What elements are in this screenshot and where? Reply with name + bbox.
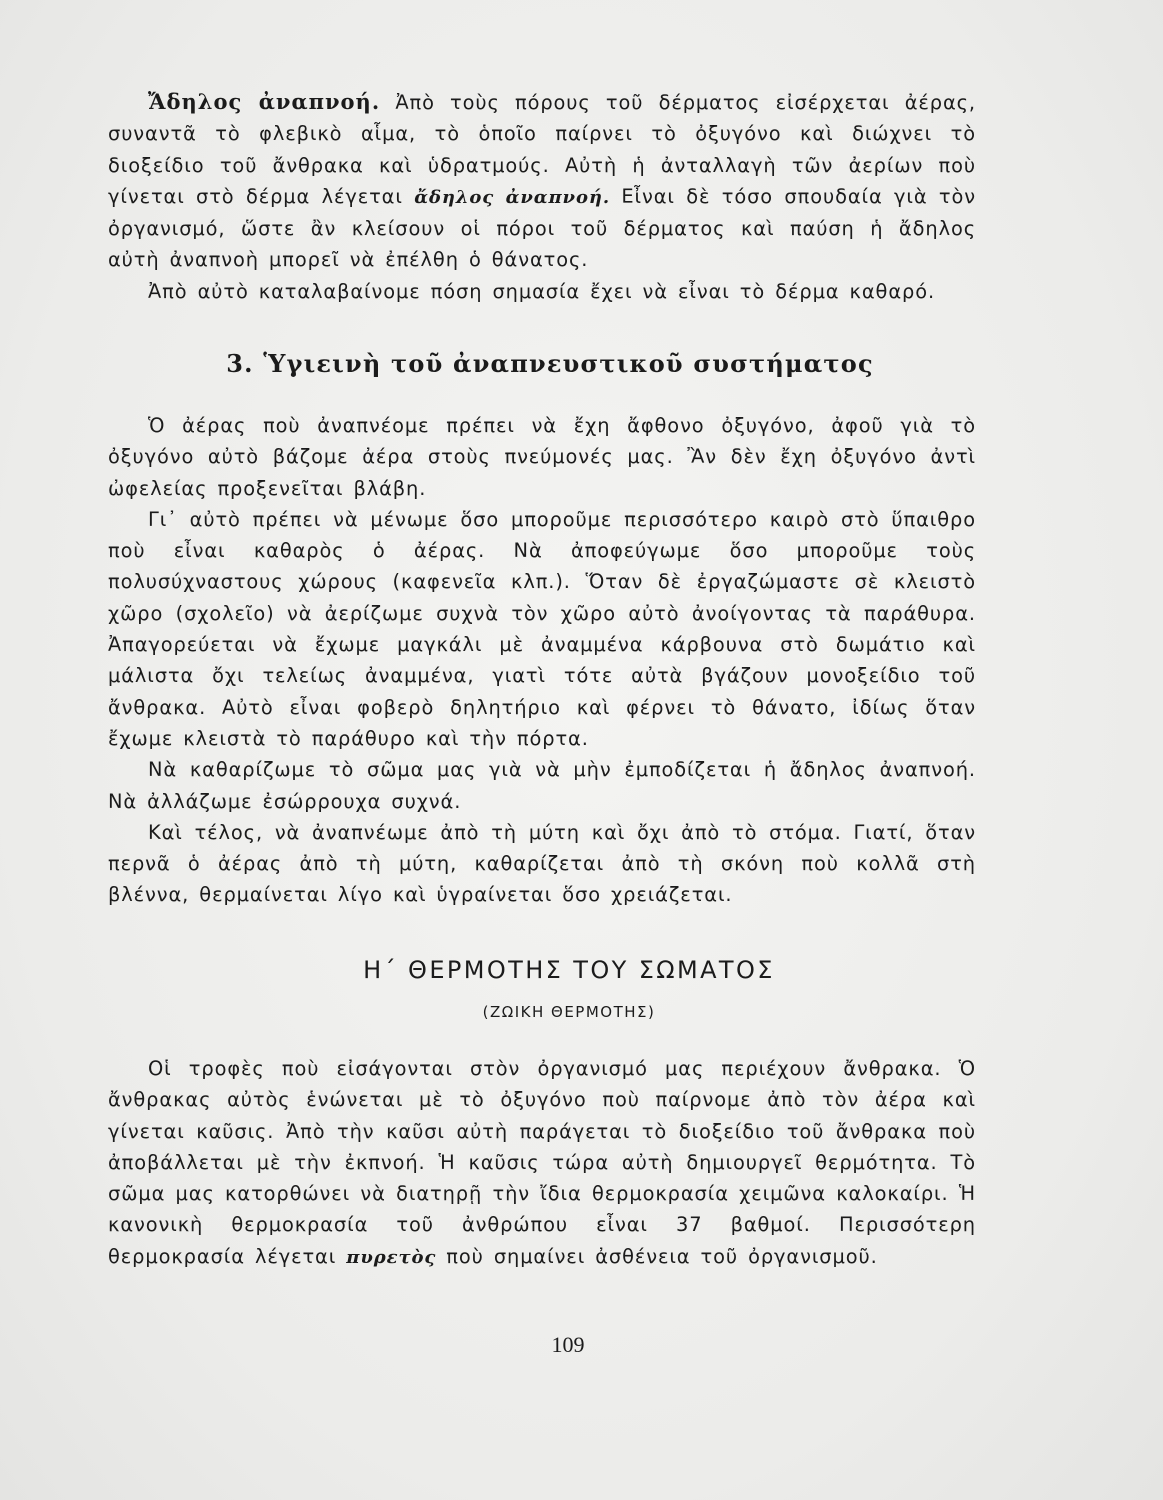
paragraph-text: Εἶναι δὲ τόσο σπουδαία γιὰ τὸν ὀργανισμό, ὥστε ἂν κλείσουν οἱ πόροι τοῦ δέρματος καὶ παύση ἡ ἄδηλος αὐτὴ ἀναπνοὴ μπορεῖ νὰ ἐπέλθη ὁ θάνατος. bbox=[108, 184, 976, 272]
section-heading: 3. Ὑγιεινὴ τοῦ ἀναπνευστικοῦ συστήματος bbox=[226, 349, 874, 378]
paragraph-clean-skin: Ἀπὸ αὐτὸ καταλαβαίνομε πόση σημασία ἔχει νὰ εἶναι τὸ δέρμα καθαρό. bbox=[148, 279, 936, 303]
section-paragraph: Καὶ τέλος, νὰ ἀναπνέωμε ἀπὸ τὴ μύτη καὶ ὄχι ἀπὸ τὸ στόμα. Γιατί, ὅταν περνᾶ ὁ ἀέρας ἀπὸ τὴ μύτη, καθαρίζεται ἀπὸ τὴ σκόνη ποὺ κολλᾶ στὴ βλέννα, θερμαίνεται λίγο καὶ ὑγραίνεται ὅσο χρειάζεται. bbox=[108, 820, 976, 907]
paragraph-text: Ἀπὸ τοὺς πόρους τοῦ δέρματος εἰσέρχεται ἀέρας, συναντᾶ τὸ φλεβικὸ αἷμα, τὸ ὁποῖο παίρνει τὸ ὀξυγόνο καὶ διώχνει τὸ διοξείδιο τοῦ ἄνθρακα καὶ ὑδρατμούς. Αὐτὴ ἡ ἀνταλλαγὴ τῶν ἀερίων ποὺ γίνεται στὸ δέρμα λέγεται bbox=[108, 91, 976, 208]
paragraph-text: Οἱ τροφὲς ποὺ εἰσάγονται στὸν ὀργανισμό μας περιέχουν ἄνθρακα. Ὁ ἄνθρακας αὐτὸς ἑνώνεται μὲ τὸ ὀξυγόνο ποὺ παίρνομε ἀπὸ τὸν ἀέρα καὶ γίνεται καῦσις. Ἀπὸ τὴν καῦσι αὐτὴ παράγεται τὸ διοξείδιο τοῦ ἄνθρακα ποὺ ἀποβάλλεται μὲ τὴν ἐκπνοή. Ἡ καῦσις τώρα αὐτὴ δημιουργεῖ θερμότητα. Τὸ σῶμα μας κατορθώνει νὰ διατηρῇ τὴν ἴδια θερμοκρασία χειμῶνα καλοκαίρι. Ἡ κανονικὴ θερμοκρασία τοῦ ἀνθρώπου εἶναι 37 βαθμοί. Περισσότερη θερμοκρασία λέγεται bbox=[108, 1057, 976, 1268]
paragraph-text: ποὺ σημαίνει ἀσθένεια τοῦ ὀργανισμοῦ. bbox=[436, 1244, 878, 1268]
chapter-text-block bbox=[108, 1053, 976, 1273]
intro-text-block bbox=[108, 86, 976, 307]
section-paragraph: Γι᾽ αὐτὸ πρέπει νὰ μένωμε ὅσο μποροῦμε περισσότερο καιρὸ στὸ ὕπαιθρο ποὺ εἶναι καθαρὸς ὁ ἀέρας. Νὰ ἀποφεύγωμε ὅσο μποροῦμε τοὺς πολυσύχναστους χώρους (καφενεῖα κλπ.). Ὅταν δὲ ἐργαζώμαστε σὲ κλειστὸ χῶρο (σχολεῖο) νὰ ἀερίζωμε συχνὰ τὸν χῶρο αὐτὸ ἀνοίγοντας τὰ παράθυρα. Ἀπαγορεύεται νὰ ἔχωμε μαγκάλι μὲ ἀναμμένα κάρβουνα στὸ δωμάτιο καὶ μάλιστα ὄχι τελείως ἀναμμένα, γιατὶ τότε αὐτὰ βγάζουν μονοξείδιο τοῦ ἄνθρακα. Αὐτὸ εἶναι φοβερὸ δηλητήριο καὶ φέρνει τὸ θάνατο, ἰδίως ὅταν ἔχωμε κλειστὰ τὸ παράθυρο καὶ τὴν πόρτα. bbox=[108, 507, 976, 750]
emphasized-term: ἄδηλος ἀναπνοή. bbox=[414, 186, 611, 208]
chapter-subtitle: (ΖΩΙΚΗ ΘΕΡΜΟΤΗΣ) bbox=[482, 1003, 656, 1021]
section-paragraph: Νὰ καθαρίζωμε τὸ σῶμα μας γιὰ νὰ μὴν ἐμποδίζεται ἡ ἄδηλος ἀναπνοή. Νὰ ἀλλάζωμε ἐσώρρουχα συχνά. bbox=[108, 758, 976, 813]
emphasized-term: πυρετὸς bbox=[346, 1246, 437, 1268]
paragraph-lead-term: Ἄδηλος ἀναπνοή. bbox=[148, 89, 381, 114]
page-number: 109 bbox=[551, 1332, 585, 1357]
paragraph-adilos-anapnoi bbox=[108, 86, 976, 276]
chapter-paragraph bbox=[108, 1053, 976, 1273]
chapter-title: Η΄ ΘΕΡΜΟΤΗΣ ΤΟΥ ΣΩΜΑΤΟΣ bbox=[363, 956, 775, 984]
section-paragraph: Ὁ ἀέρας ποὺ ἀναπνέομε πρέπει νὰ ἔχη ἄφθονο ὀξυγόνο, ἀφοῦ γιὰ τὸ ὀξυγόνο αὐτὸ βάζομε ἀέρα στοὺς πνεύμονές μας. Ἂν δὲν ἔχη ὀξυγόνο ἀντὶ ὠφελείας προξενεῖται βλάβη. bbox=[108, 414, 976, 500]
section-text-block bbox=[108, 410, 976, 911]
